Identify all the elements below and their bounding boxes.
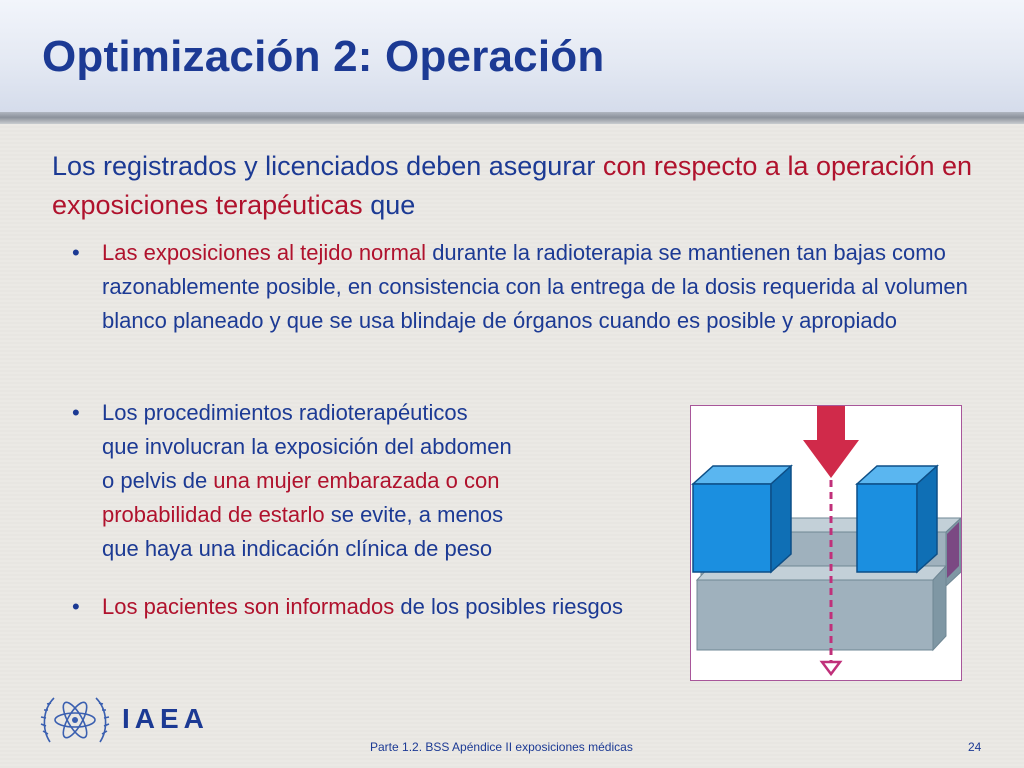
lead-text-highlight: con respecto a la operación en exposiciones terapéuticas	[52, 151, 973, 220]
left-shield-block	[693, 466, 791, 572]
footer-caption: Parte 1.2. BSS Apéndice II exposiciones médicas	[370, 740, 633, 754]
iaea-atom-olive-emblem-icon	[40, 690, 110, 752]
bullet-line: o pelvis de	[102, 468, 214, 493]
right-shield-block	[857, 466, 937, 572]
bullet-highlight: Las exposiciones al tejido normal	[102, 240, 427, 265]
bullet-line: se evite, a menos	[324, 502, 504, 527]
bullet-marker: •	[72, 240, 80, 265]
lead-text-part3: que	[362, 190, 416, 220]
bullet-body: durante la radioterapia se mantienen tan bajas como razonablemente posible, en consistencia con la entrega de la dosis requerida al volumen blanco planeado y que se usa blindaje de órganos cuando es posible y apropiado	[102, 240, 968, 333]
lead-text-part1: Los registrados y licenciados deben asegurar	[52, 151, 603, 181]
iaea-logo-text: IAEA	[122, 703, 209, 734]
page-number: 24	[968, 740, 982, 754]
bullet-line: que involucran la exposición del abdomen	[102, 434, 512, 459]
bullet-highlight: una mujer embarazada o con	[213, 468, 500, 493]
lead-paragraph	[52, 147, 982, 225]
bullet-line: que haya una indicación clínica de peso	[102, 536, 493, 561]
exit-arrow-icon	[822, 662, 840, 674]
bullet-highlight: probabilidad de estarlo	[102, 502, 325, 527]
bullet-item-patient-informed	[72, 590, 692, 624]
bullet-text	[72, 236, 972, 338]
bullet-marker: •	[72, 400, 80, 425]
bullet-item-normal-tissue	[72, 236, 972, 338]
bullet-item-pregnancy	[72, 396, 672, 566]
bullet-line: Los procedimientos radioterapéuticos	[102, 400, 468, 425]
bullet-highlight: Los pacientes son informados	[102, 594, 395, 619]
bullet-marker: •	[72, 594, 80, 619]
shielding-diagram-svg	[691, 406, 961, 680]
slide-title: Optimización 2: Operación	[42, 32, 605, 81]
beam-arrow-icon	[803, 406, 859, 478]
title-divider-bar	[0, 112, 1024, 124]
bullet-text	[72, 396, 672, 566]
tissue-slab-front	[697, 566, 946, 650]
bullet-body: de los posibles riesgos	[394, 594, 623, 619]
bullet-text	[72, 590, 692, 624]
shielding-diagram	[690, 405, 962, 681]
